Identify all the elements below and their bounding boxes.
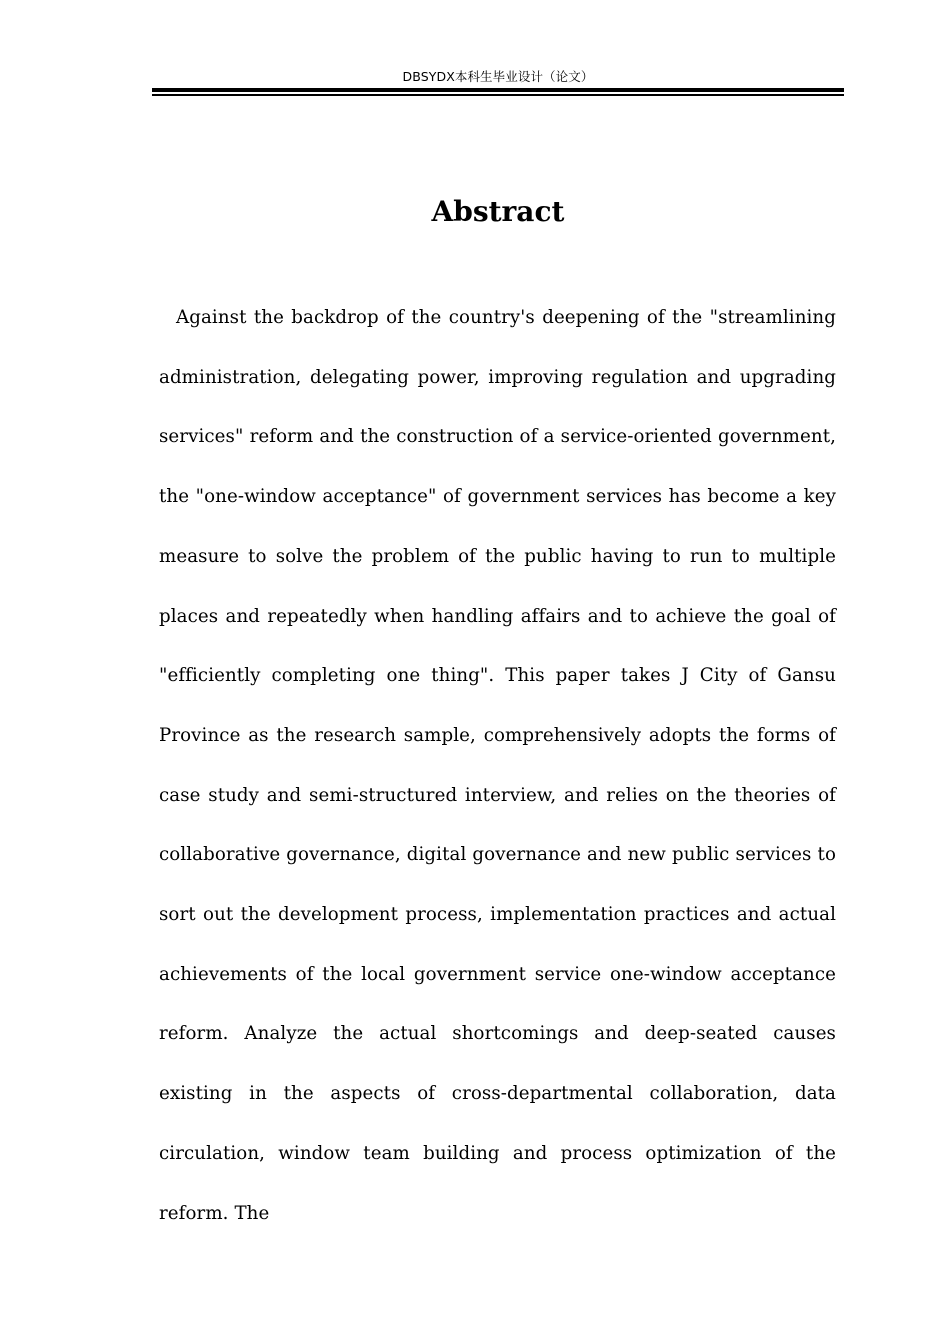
header-rule-thick	[152, 88, 844, 92]
header-rule-thin	[152, 94, 844, 96]
abstract-paragraph: Against the backdrop of the country's deepening of the "streamlining administration, delegating power, improving regulation and upgrading services" reform and the construction of a service-oriented government, the "one-window acceptance" of government services has become a key measure to solve the problem of the public having to run to multiple places and repeatedly when handling affairs and to achieve the goal of "efficiently completing one thing". This paper takes J City of Gansu Province as the research sample, comprehensively adopts the forms of case study and semi-structured interview, and relies on the theories of collaborative governance, digital governance and new public services to sort out the development process, implementation practices and actual achievements of the local government service one-window acceptance reform. Analyze the actual shortcomings and deep-seated causes existing in the aspects of cross-departmental collaboration, data circulation, window team building and process optimization of the reform. The	[159, 307, 836, 1224]
header-double-rule	[152, 88, 844, 97]
abstract-title: Abstract	[431, 195, 565, 228]
running-header: DBSYDX本科生毕业设计（论文）	[402, 69, 594, 84]
